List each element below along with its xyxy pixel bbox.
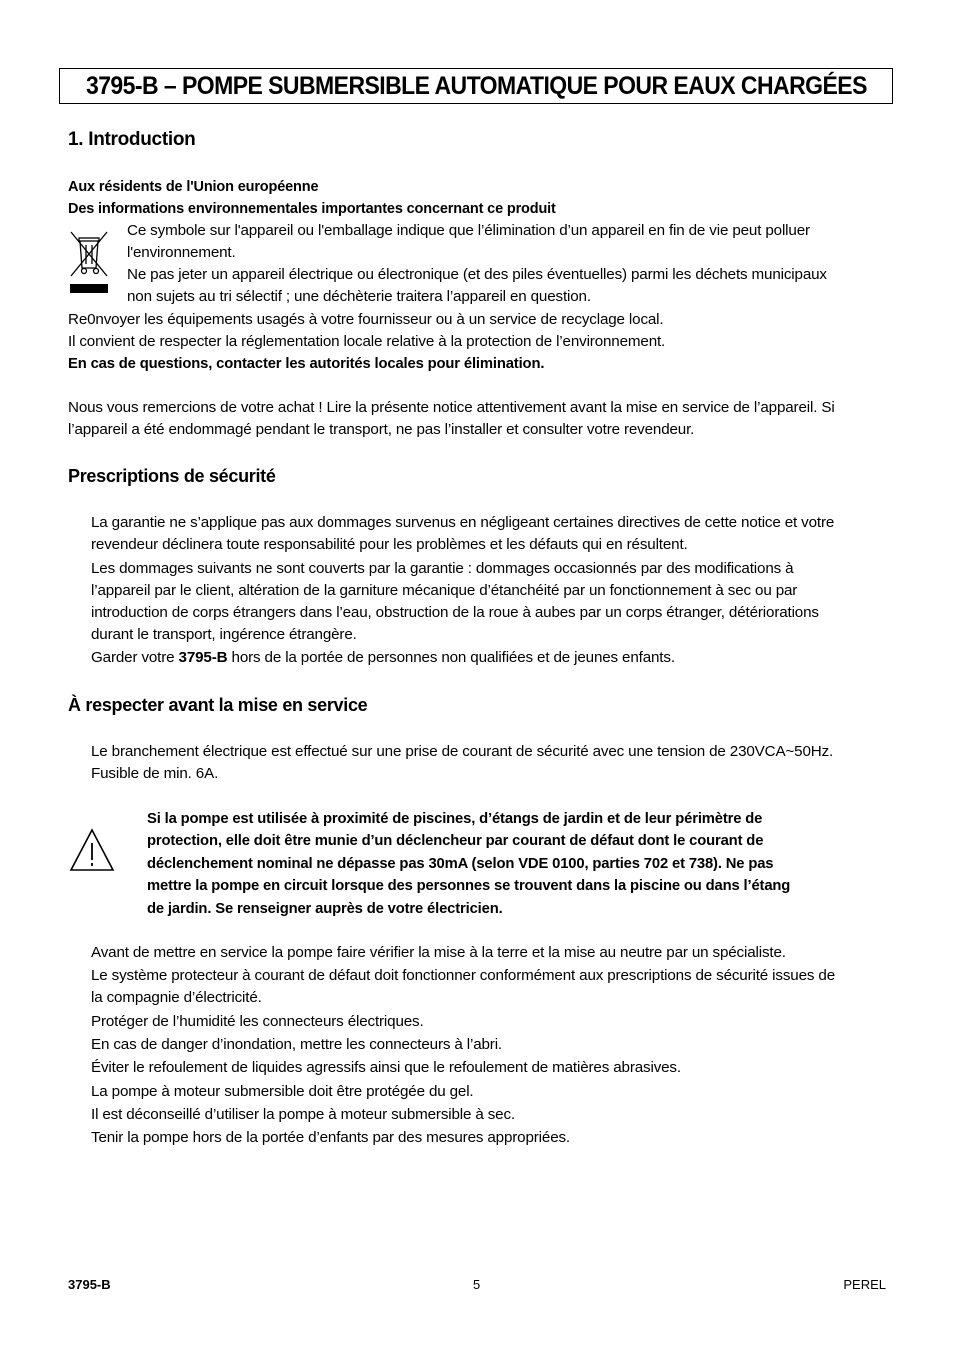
- warning-line: Si la pompe est utilisée à proximité de piscines, d’étangs de jardin et de leur périmètre de: [147, 811, 763, 827]
- footer-brand: PEREL: [843, 1277, 886, 1292]
- keep-prefix: Garder votre: [91, 649, 179, 666]
- list-line: la compagnie d’électricité.: [91, 989, 262, 1006]
- eu-heading-1: Aux résidents de l'Union européenne: [68, 179, 319, 195]
- warning-line: déclenchement nominal ne dépasse pas 30mA (selon VDE 0100, parties 702 et 738). Ne pas: [147, 856, 774, 872]
- page-title: [59, 68, 893, 104]
- power-line: Fusible de min. 6A.: [91, 765, 219, 782]
- footer-model: 3795-B: [68, 1277, 111, 1292]
- list-line: Il est déconseillé d’utiliser la pompe à moteur submersible à sec.: [91, 1106, 515, 1123]
- safety-line: Les dommages suivants ne sont couverts par la garantie : dommages occasionnés par des modifications à: [91, 560, 794, 577]
- section-before-service-heading: À respecter avant la mise en service: [68, 695, 368, 715]
- list-line: La pompe à moteur submersible doit être protégée du gel.: [91, 1083, 474, 1100]
- warning-line: de jardin. Se renseigner auprès de votre électricien.: [147, 901, 503, 917]
- list-line: Le système protecteur à courant de défaut doit fonctionner conformément aux prescriptions de sécurité issues de: [91, 967, 835, 984]
- page-title-text: 3795-B – POMPE SUBMERSIBLE AUTOMATIQUE POUR EAUX CHARGÉES: [85, 72, 867, 100]
- warning-line: protection, elle doit être munie d’un déclencheur par courant de défaut dont le courant de: [147, 833, 764, 849]
- regulation-line: Il convient de respecter la réglementation locale relative à la protection de l’environnement.: [68, 333, 666, 350]
- questions-line: En cas de questions, contacter les autorités locales pour élimination.: [68, 356, 545, 372]
- keep-away-line: [91, 647, 675, 669]
- thanks-line: l’appareil a été endommagé pendant le transport, ne pas l’installer et consulter votre revendeur.: [68, 421, 695, 438]
- list-line: Avant de mettre en service la pompe faire vérifier la mise à la terre et la mise au neutre par un spécialiste.: [91, 944, 786, 961]
- list-line: Protéger de l’humidité les connecteurs électriques.: [91, 1013, 424, 1030]
- weee-line: Ce symbole sur l'appareil ou l'emballage indique que l’élimination d’un appareil en fin de vie peut polluer: [127, 222, 810, 239]
- section-safety-heading: Prescriptions de sécurité: [68, 466, 276, 486]
- keep-suffix: hors de la portée de personnes non qualifiées et de jeunes enfants.: [227, 649, 675, 666]
- warning-triangle-icon: [68, 827, 116, 873]
- footer-page-number: 5: [473, 1277, 481, 1292]
- section-introduction-heading: 1. Introduction: [68, 129, 196, 150]
- power-line: Le branchement électrique est effectué sur une prise de courant de sécurité avec une tension de 230VCA~50Hz.: [91, 743, 834, 760]
- list-line: Tenir la pompe hors de la portée d’enfants par des mesures appropriées.: [91, 1129, 571, 1146]
- safety-line: La garantie ne s’applique pas aux dommages survenus en négligeant certaines directives de cette notice et votre: [91, 514, 835, 531]
- weee-line: Ne pas jeter un appareil électrique ou électronique (et des piles éventuelles) parmi les déchets municipaux: [127, 266, 827, 283]
- weee-line: non sujets au tri sélectif ; une déchèterie traitera l’appareil en question.: [127, 288, 591, 305]
- eu-heading-2: Des informations environnementales importantes concernant ce produit: [68, 201, 556, 217]
- safety-line: revendeur déclinera toute responsabilité pour les problèmes et les défauts qui en résultent.: [91, 536, 688, 553]
- safety-line: l’appareil par le client, altération de la garniture mécanique d’étanchéité par un fonctionnement à sec ou par: [91, 582, 798, 599]
- safety-line: durant le transport, ingérence étrangère.: [91, 626, 357, 643]
- thanks-line: Nous vous remercions de votre achat ! Lire la présente notice attentivement avant la mise en service de l’appareil. Si: [68, 399, 835, 416]
- list-line: Éviter le refoulement de liquides agressifs ainsi que le refoulement de matières abrasives.: [91, 1059, 681, 1076]
- crossed-out-wheelie-bin-icon: [67, 228, 111, 298]
- keep-model: 3795-B: [178, 649, 228, 666]
- list-line: En cas de danger d’inondation, mettre les connecteurs à l’abri.: [91, 1036, 502, 1053]
- warning-line: mettre la pompe en circuit lorsque des personnes se trouvent dans la piscine ou dans l’étang: [147, 878, 791, 894]
- safety-line: introduction de corps étrangers dans l’eau, obstruction de la roue à aubes par un corps étranger, détériorations: [91, 604, 819, 621]
- recycle-line: Re0nvoyer les équipements usagés à votre fournisseur ou à un service de recyclage local.: [68, 311, 664, 328]
- weee-line: l'environnement.: [127, 244, 236, 261]
